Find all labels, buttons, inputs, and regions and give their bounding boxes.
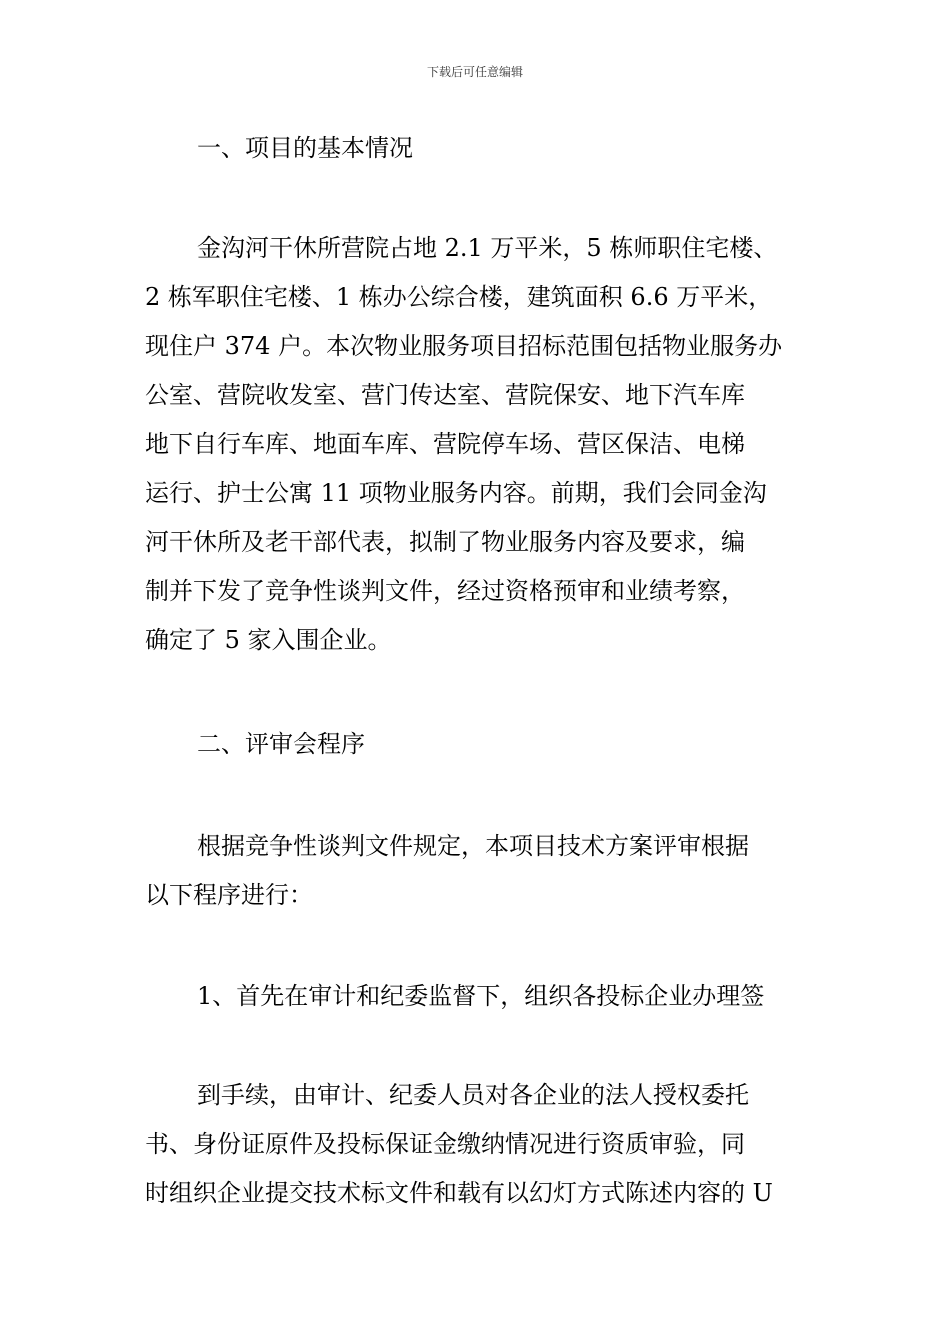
paragraph-line: 以下程序进行： bbox=[145, 881, 313, 909]
paragraph-line: 确定了 5 家入围企业。 bbox=[145, 626, 392, 654]
heading-text: 二、评审会程序 bbox=[197, 730, 365, 758]
paragraph-line: 书、身份证原件及投标保证金缴纳情况进行资质审验，同 bbox=[145, 1130, 745, 1158]
paragraph-line: 运行、护士公寓 11 项物业服务内容。前期，我们会同金沟 bbox=[145, 479, 767, 507]
paragraph-line: 时组织企业提交技术标文件和载有以幻灯方式陈述内容的 U bbox=[145, 1179, 773, 1207]
section-1-paragraph bbox=[145, 224, 835, 665]
heading-text: 一、项目的基本情况 bbox=[197, 134, 413, 162]
section-2-intro bbox=[145, 822, 835, 920]
section-1-heading bbox=[145, 124, 887, 173]
paragraph-line: 河干休所及老干部代表，拟制了物业服务内容及要求，编 bbox=[145, 528, 745, 556]
section-2-step-1-continued bbox=[145, 1071, 835, 1218]
section-2-step-1 bbox=[145, 972, 887, 1021]
paragraph-line: 根据竞争性谈判文件规定，本项目技术方案评审根据 bbox=[197, 832, 749, 860]
page-header: 下载后可任意编辑 bbox=[426, 65, 523, 79]
paragraph-line: 金沟河干休所营院占地 2.1 万平米，5 栋师职住宅楼、 bbox=[197, 234, 778, 262]
paragraph-line: 现住户 374 户。本次物业服务项目招标范围包括物业服务办 bbox=[145, 332, 783, 360]
paragraph-line: 到手续，由审计、纪委人员对各企业的法人授权委托 bbox=[197, 1081, 749, 1109]
section-2-heading bbox=[145, 720, 887, 769]
paragraph-line: 地下自行车库、地面车库、营院停车场、营区保洁、电梯 bbox=[145, 430, 745, 458]
paragraph-line: 2 栋军职住宅楼、1 栋办公综合楼，建筑面积 6.6 万平米， bbox=[145, 283, 773, 311]
paragraph-line: 制并下发了竞争性谈判文件，经过资格预审和业绩考察， bbox=[145, 577, 745, 605]
paragraph-line: 公室、营院收发室、营门传达室、营院保安、地下汽车库 bbox=[145, 381, 745, 409]
paragraph-line: 1、首先在审计和纪委监督下，组织各投标企业办理签 bbox=[197, 982, 765, 1010]
